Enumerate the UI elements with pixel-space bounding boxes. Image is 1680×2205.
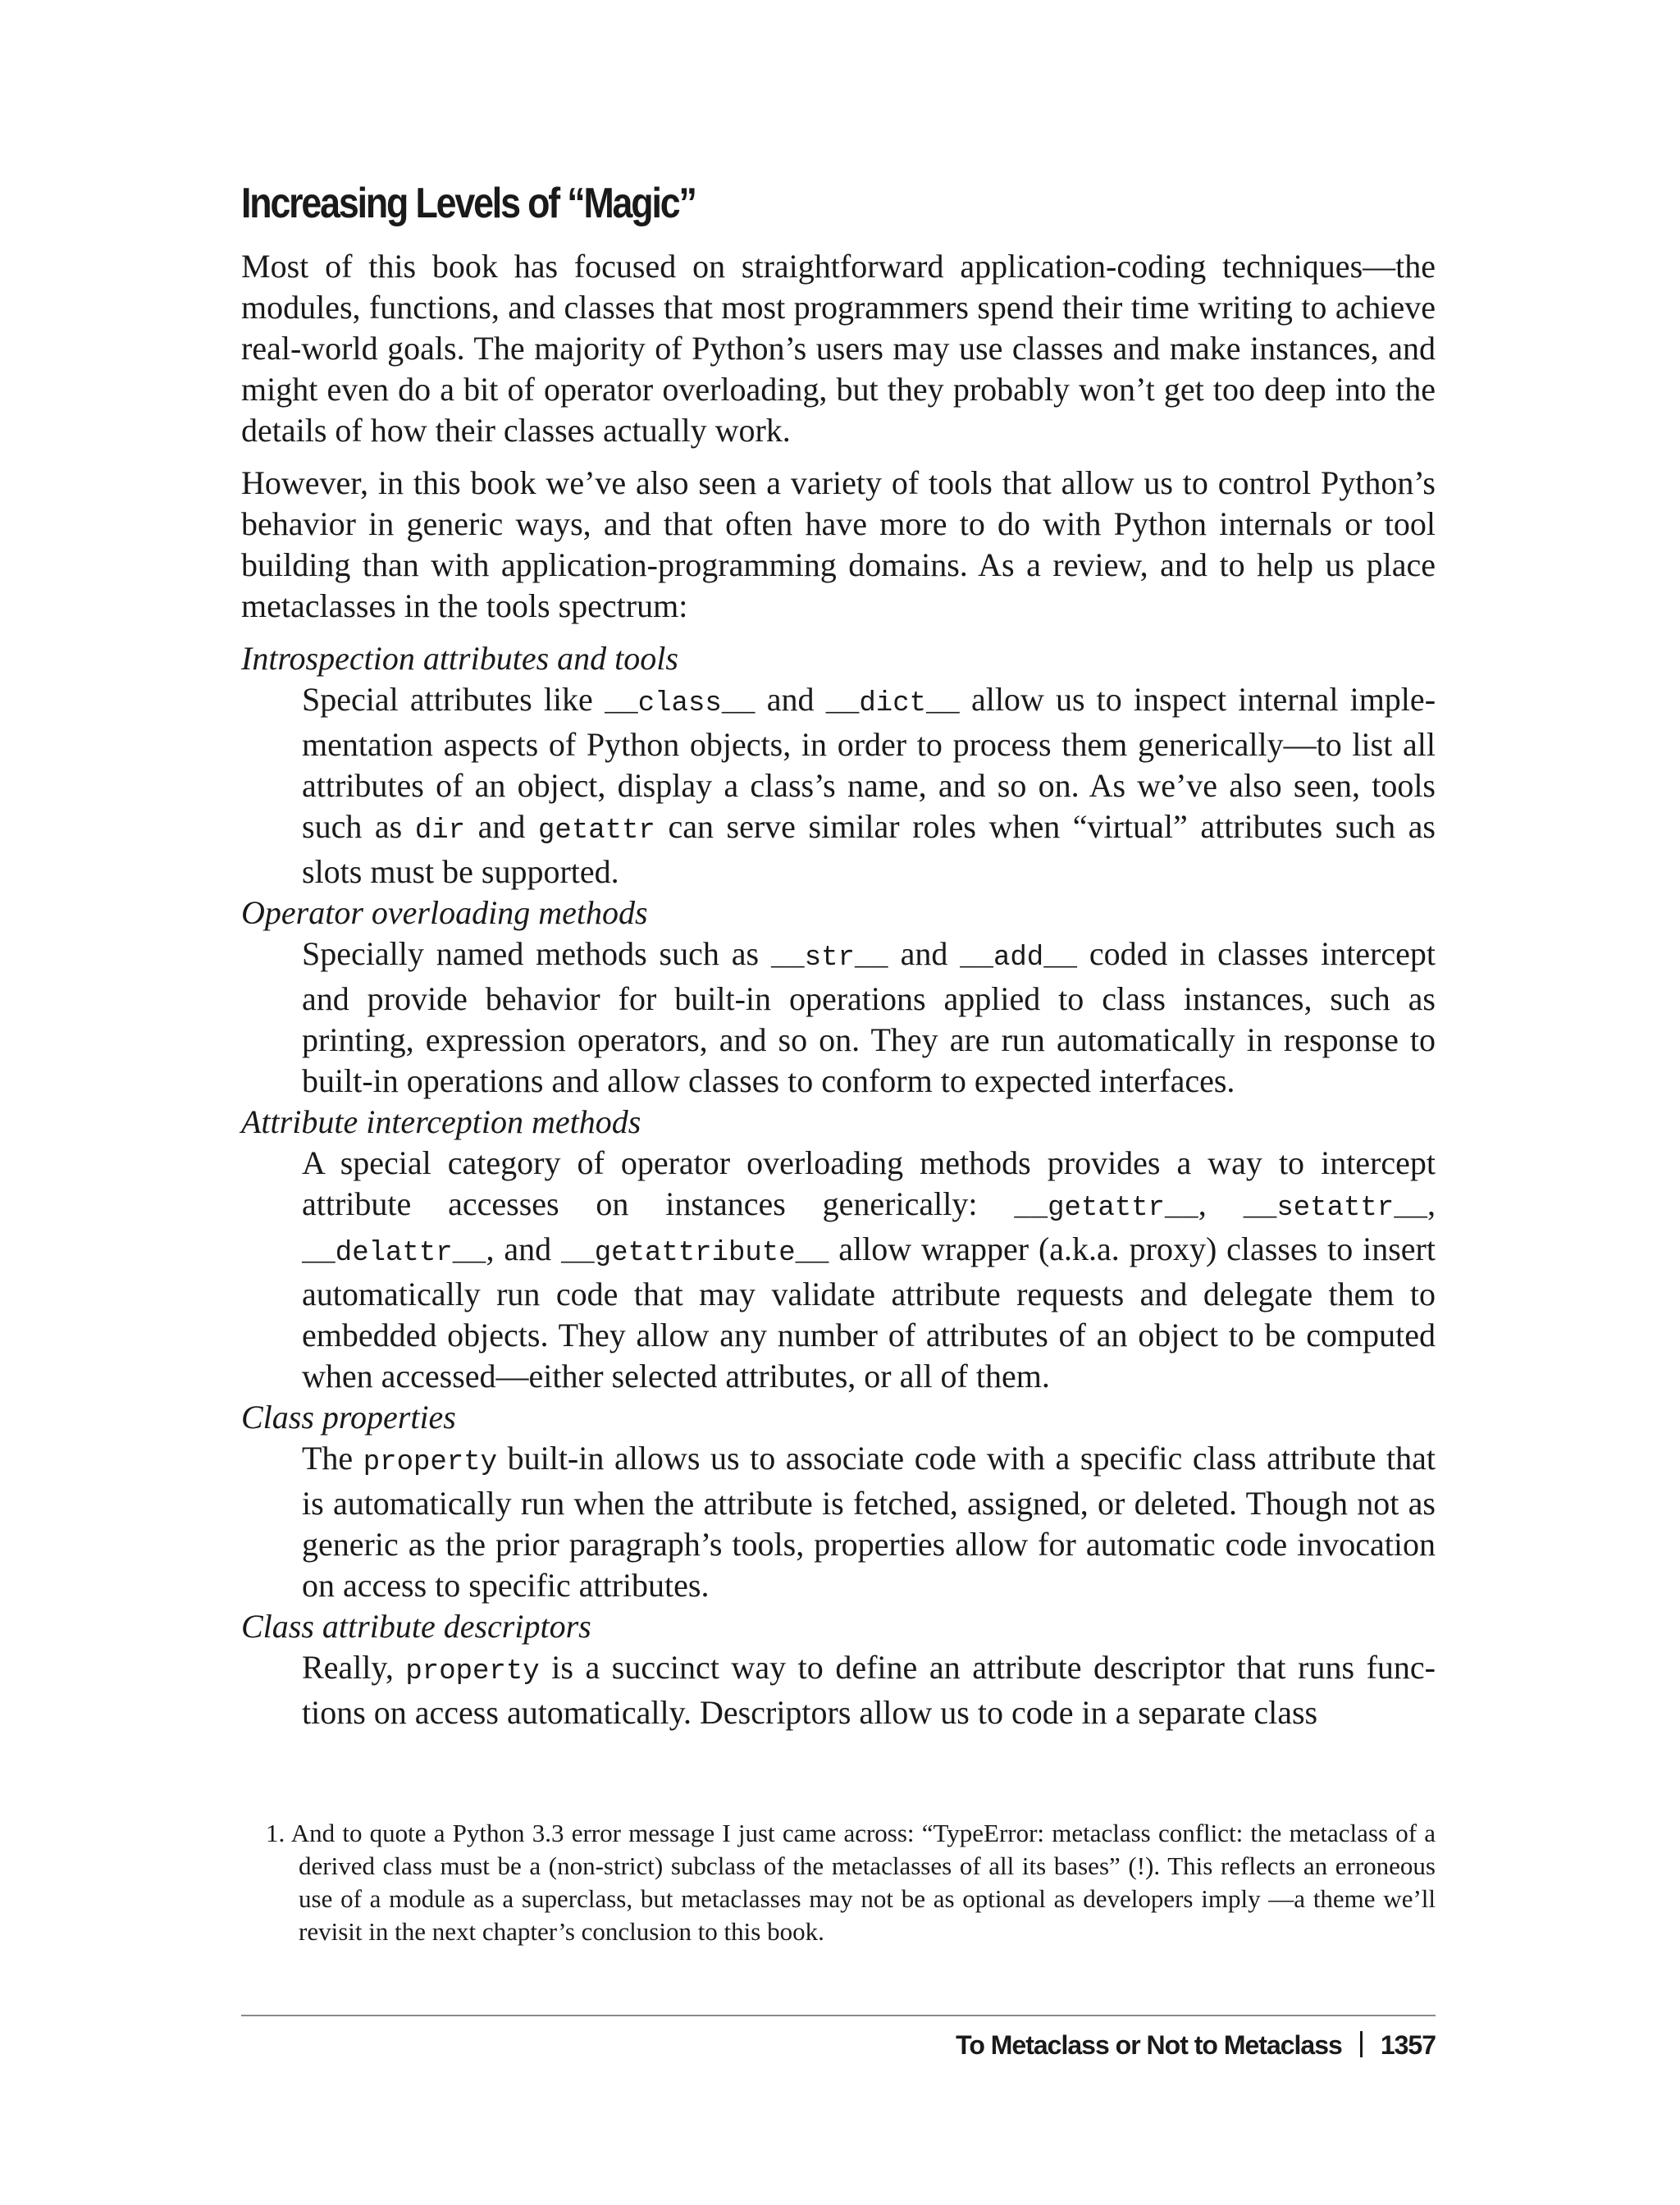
footer-separator (1360, 2031, 1363, 2057)
inline-code: __dict__ (825, 688, 960, 719)
inline-code: __class__ (604, 688, 756, 719)
inline-code: dir (414, 815, 466, 847)
list-item-operator-overloading (241, 892, 1436, 1102)
term-label: Introspection attributes and tools (241, 640, 678, 677)
inline-code: __getattr__ (1014, 1193, 1198, 1224)
term-label: Class attribute descriptors (241, 1608, 591, 1645)
footnote-text: And to quote a Python 3.3 error message I just came across: “TypeError: metaclass conflict: the metaclass of a derived class must be a (non-strict) subclass of the metaclasses of all its bases” (!). This reflects an erroneous use of a module as a superclass, but metaclasses may not be as optional as developers imply —a theme we’ll revisit in the next chapter’s conclusion to this book. (290, 1819, 1436, 1946)
review-paragraph: However, in this book we’ve also seen a variety of tools that allow us to control Python’s behavior in generic ways, and that often have more to do with Python internals or tool building than with application-programming domains. As a review, and to help us place metaclasses in the tools spectrum: (241, 464, 1436, 624)
inline-code: __delattr__ (302, 1238, 486, 1269)
term-label: Class properties (241, 1399, 456, 1436)
footer-divider (241, 2015, 1436, 2016)
inline-code: __add__ (960, 943, 1077, 974)
footnote-number: 1. (266, 1819, 285, 1847)
page-body (241, 246, 1436, 1733)
term-definition: Specially named methods such as __str__ and __add__ coded in classes intercept and provide behavior for built-in operations applied to class instances, such as printing, expression operators, and so on. They are run automatically in response to built-in operations and allow classes to conform to expected interfaces. (302, 935, 1436, 1099)
term-label: Attribute interception methods (241, 1103, 641, 1140)
inline-code: property (405, 1656, 540, 1687)
term-definition: A special category of operator overloading methods provides a way to intercept attribute accesses on instances generically: __getattr__, __setattr__, __delattr__, and __getattribute__ allow wrapper (a.k.a. proxy) classes to insert automatically run code that may validate attribute requests and delegate them to embedded objects. They allow any number of attributes of an object to be computed when accessed—either selected attributes, or all of them. (302, 1144, 1436, 1395)
inline-code: __setattr__ (1243, 1193, 1427, 1224)
term-definition: The property built-in allows us to associate code with a specific class attribute that is automatically run when the attribute is fetched, assigned, or deleted. Though not as generic as the prior paragraph’s tools, properties allow for automatic code invocation on access to specific attributes. (302, 1440, 1436, 1604)
intro-paragraph: Most of this book has focused on straightforward application-coding techniques—the modules, functions, and classes that most programmers spend their time writing to achieve real-world goals. The majority of Python’s users may use classes and make instances, and might even do a bit of operator overloading, but they probably won’t get too deep into the details of how their classes actually work. (241, 248, 1436, 449)
chapter-title: To Metaclass or Not to Metaclass (956, 2030, 1342, 2060)
term-label: Operator overloading methods (241, 894, 648, 931)
term-definition: Really, property is a succinct way to define an attribute descriptor that runs functions on access automatically. Descriptors allow us to code in a separate class (302, 1649, 1436, 1731)
list-item-introspection (241, 638, 1436, 892)
inline-code: __str__ (770, 943, 888, 974)
inline-code: getattr (538, 815, 655, 847)
inline-code: __getattribute__ (560, 1238, 829, 1269)
inline-code: property (363, 1447, 498, 1478)
running-footer (956, 2026, 1436, 2064)
footnote (266, 1817, 1436, 1948)
list-item-class-properties (241, 1397, 1436, 1606)
page-number: 1357 (1380, 2030, 1436, 2060)
list-item-descriptors (241, 1606, 1436, 1733)
section-heading: Increasing Levels of “Magic” (241, 180, 696, 227)
tool-list (241, 638, 1436, 1733)
list-item-attribute-interception (241, 1102, 1436, 1397)
term-definition: Special attributes like __class__ and __dict__ allow us to inspect internal implementation aspects of Python objects, in order to process them generically—to list all attributes of an object, display a class’s name, and so on. As we’ve also seen, tools such as dir and getattr can serve similar roles when “virtual” attributes such as slots must be supported. (302, 681, 1436, 890)
